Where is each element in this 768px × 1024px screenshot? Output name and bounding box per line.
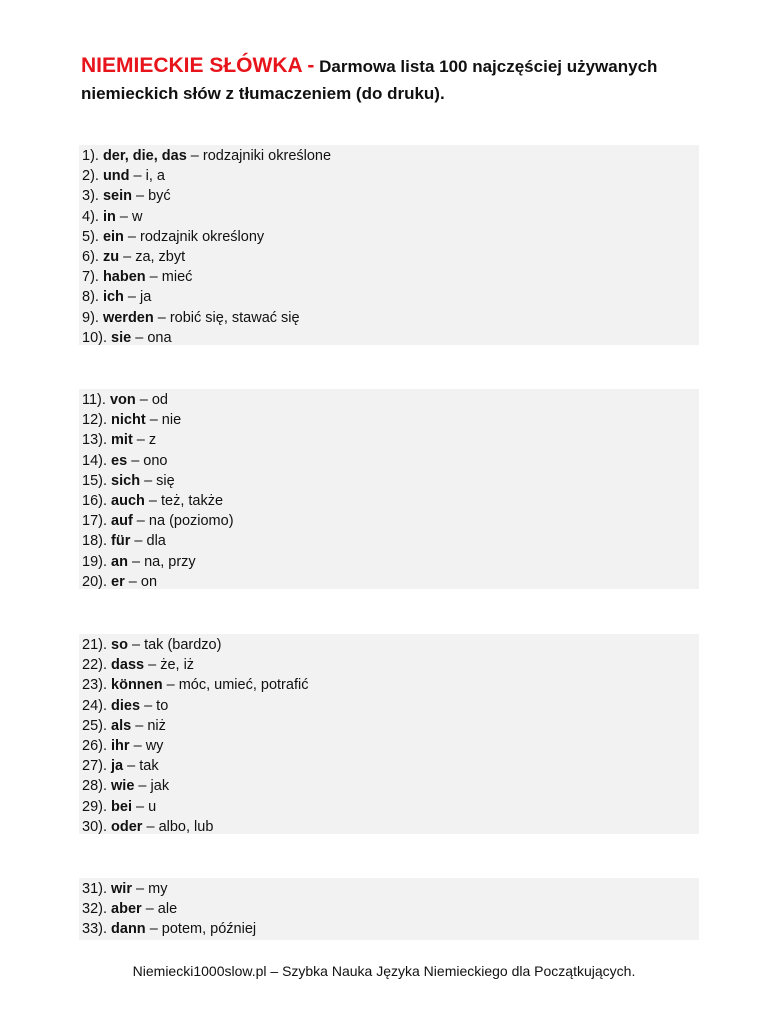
separator: – — [135, 392, 152, 408]
separator: – — [127, 553, 145, 570]
footer: Niemiecki1000slow.pl – Szybka Nauka Języka Niemieckiego dla Początkujących. — [132, 963, 636, 979]
item-number: 15). — [82, 472, 107, 489]
german-word: sie — [111, 329, 132, 346]
list-item — [79, 146, 699, 166]
item-number: 7). — [82, 269, 99, 286]
list-item — [79, 166, 699, 186]
list-item — [79, 919, 699, 939]
list-item — [79, 817, 699, 837]
list-item — [79, 267, 699, 287]
polish-translation: my — [148, 881, 168, 897]
list-item — [79, 511, 699, 531]
polish-translation: się — [156, 472, 175, 489]
german-word: mit — [111, 432, 133, 449]
item-number: 16). — [82, 492, 107, 509]
title-main: NIEMIECKIE SŁÓWKA — [81, 54, 303, 77]
german-word: an — [111, 553, 128, 570]
polish-translation: jak — [150, 778, 170, 795]
german-word: von — [109, 392, 136, 408]
separator: – — [131, 188, 149, 205]
list-item — [79, 186, 699, 206]
page-title — [81, 52, 701, 107]
word-group-1 — [79, 145, 699, 345]
german-word: der, die, das — [102, 148, 187, 164]
polish-translation: tak — [139, 758, 159, 775]
german-word: ich — [102, 289, 124, 306]
list-item — [79, 899, 699, 919]
german-word: sein — [102, 188, 132, 205]
list-item — [79, 716, 699, 736]
polish-translation: mieć — [161, 269, 193, 286]
item-number: 3). — [82, 188, 99, 205]
german-word: dann — [111, 921, 146, 938]
separator: – — [131, 798, 149, 815]
polish-translation: rodzajnik określony — [140, 228, 265, 245]
word-group-3 — [79, 634, 699, 834]
separator: – — [134, 778, 151, 795]
list-item — [79, 736, 699, 756]
separator: – — [127, 452, 144, 469]
list-item — [79, 207, 699, 227]
separator: – — [162, 677, 179, 694]
separator: – — [115, 208, 132, 225]
item-number: 31). — [82, 881, 107, 897]
separator: – — [145, 412, 162, 429]
separator: – — [132, 513, 149, 530]
separator: – — [141, 901, 158, 918]
list-item — [79, 696, 699, 716]
list-item — [79, 552, 699, 572]
polish-translation: na, przy — [144, 553, 196, 570]
german-word: ihr — [111, 737, 130, 754]
item-number: 21). — [82, 637, 107, 653]
item-number: 22). — [82, 657, 107, 674]
item-number: 10). — [82, 329, 107, 346]
polish-translation: ona — [147, 329, 172, 346]
word-group-2 — [79, 389, 699, 589]
separator: – — [127, 637, 145, 653]
item-number: 33). — [82, 921, 107, 938]
item-number: 17). — [82, 513, 107, 530]
polish-translation: to — [156, 697, 169, 714]
separator: – — [124, 573, 141, 590]
german-word: er — [111, 573, 125, 590]
polish-translation: że, iż — [160, 657, 195, 674]
item-number: 23). — [82, 677, 107, 694]
list-item — [79, 410, 699, 430]
item-number: 18). — [82, 533, 107, 550]
polish-translation: u — [148, 798, 157, 815]
german-word: werden — [102, 309, 154, 326]
list-item — [79, 879, 699, 899]
polish-translation: móc, umieć, potrafić — [178, 677, 309, 694]
german-word: wie — [111, 778, 135, 795]
item-number: 14). — [82, 452, 107, 469]
separator: – — [186, 148, 203, 164]
list-item — [79, 655, 699, 675]
list-item — [79, 797, 699, 817]
polish-translation: potem, później — [161, 921, 257, 938]
german-word: und — [102, 168, 130, 185]
german-word: nicht — [111, 412, 146, 429]
list-item — [79, 756, 699, 776]
german-word: als — [111, 717, 132, 734]
list-item — [79, 430, 699, 450]
item-number: 28). — [82, 778, 107, 795]
list-item — [79, 328, 699, 348]
separator: – — [129, 168, 146, 185]
polish-translation: tak (bardzo) — [144, 637, 222, 653]
separator: – — [123, 228, 141, 245]
separator: – — [123, 758, 140, 775]
polish-translation: on — [140, 573, 158, 590]
german-word: haben — [102, 269, 146, 286]
item-number: 9). — [82, 309, 99, 326]
german-word: zu — [102, 248, 120, 265]
separator: – — [131, 329, 148, 346]
polish-translation: albo, lub — [158, 818, 214, 835]
separator: – — [119, 248, 136, 265]
german-word: für — [111, 533, 131, 550]
list-item — [79, 572, 699, 592]
polish-translation: ale — [157, 901, 178, 918]
german-word: oder — [111, 818, 143, 835]
polish-translation: być — [148, 188, 171, 205]
list-item — [79, 451, 699, 471]
item-number: 4). — [82, 208, 99, 225]
list-item — [79, 227, 699, 247]
item-number: 8). — [82, 289, 99, 306]
item-number: 27). — [82, 758, 107, 775]
item-number: 19). — [82, 553, 107, 570]
separator: – — [153, 309, 170, 326]
list-item — [79, 675, 699, 695]
german-word: können — [111, 677, 163, 694]
polish-translation: niż — [147, 717, 166, 734]
german-word: bei — [111, 798, 132, 815]
german-word: dies — [111, 697, 141, 714]
item-number: 12). — [82, 412, 107, 429]
german-word: wir — [111, 881, 132, 897]
page-subtitle: Darmowa lista 100 najczęściej używanych niemieckich słów z tłumaczeniem (do druku). — [81, 57, 658, 103]
polish-translation: w — [131, 208, 143, 225]
title-dash: - — [307, 54, 315, 77]
polish-translation: dla — [146, 533, 166, 550]
item-number: 32). — [82, 901, 107, 918]
german-word: dass — [111, 657, 145, 674]
item-number: 2). — [82, 168, 99, 185]
list-item — [79, 531, 699, 551]
item-number: 5). — [82, 228, 99, 245]
separator: – — [140, 472, 157, 489]
word-group-4 — [79, 878, 699, 940]
separator: – — [131, 881, 149, 897]
separator: – — [131, 717, 148, 734]
separator: – — [144, 492, 161, 509]
list-item — [79, 491, 699, 511]
german-word: es — [111, 452, 128, 469]
german-word: in — [102, 208, 116, 225]
item-number: 25). — [82, 717, 107, 734]
item-number: 29). — [82, 798, 107, 815]
item-number: 6). — [82, 248, 99, 265]
item-number: 24). — [82, 697, 107, 714]
list-item — [79, 635, 699, 655]
separator: – — [132, 432, 149, 449]
list-item — [79, 287, 699, 307]
separator: – — [123, 289, 141, 306]
separator: – — [129, 737, 146, 754]
separator: – — [145, 921, 162, 938]
polish-translation: za, zbyt — [135, 248, 186, 265]
item-number: 26). — [82, 737, 107, 754]
item-number: 13). — [82, 432, 107, 449]
item-number: 20). — [82, 573, 107, 590]
german-word: auf — [111, 513, 133, 530]
item-number: 11). — [82, 392, 106, 408]
list-item — [79, 471, 699, 491]
item-number: 1). — [82, 148, 99, 164]
german-word: so — [111, 637, 128, 653]
polish-translation: ja — [140, 289, 152, 306]
german-word: ein — [102, 228, 124, 245]
separator: – — [130, 533, 147, 550]
item-number: 30). — [82, 818, 107, 835]
polish-translation: od — [151, 392, 168, 408]
german-word: auch — [111, 492, 145, 509]
polish-translation: rodzajniki określone — [202, 148, 332, 164]
list-item — [79, 390, 699, 410]
polish-translation: ono — [143, 452, 168, 469]
polish-translation: też, także — [161, 492, 224, 509]
separator: – — [140, 697, 157, 714]
list-item — [79, 308, 699, 328]
polish-translation: robić się, stawać się — [169, 309, 300, 326]
list-item — [79, 247, 699, 267]
separator: – — [145, 269, 162, 286]
polish-translation: wy — [145, 737, 164, 754]
list-item — [79, 776, 699, 796]
german-word: aber — [111, 901, 142, 918]
polish-translation: na (poziomo) — [148, 513, 234, 530]
german-word: sich — [111, 472, 141, 489]
polish-translation: i, a — [145, 168, 165, 185]
separator: – — [142, 818, 159, 835]
polish-translation: nie — [161, 412, 182, 429]
german-word: ja — [111, 758, 124, 775]
separator: – — [144, 657, 161, 674]
polish-translation: z — [148, 432, 157, 449]
